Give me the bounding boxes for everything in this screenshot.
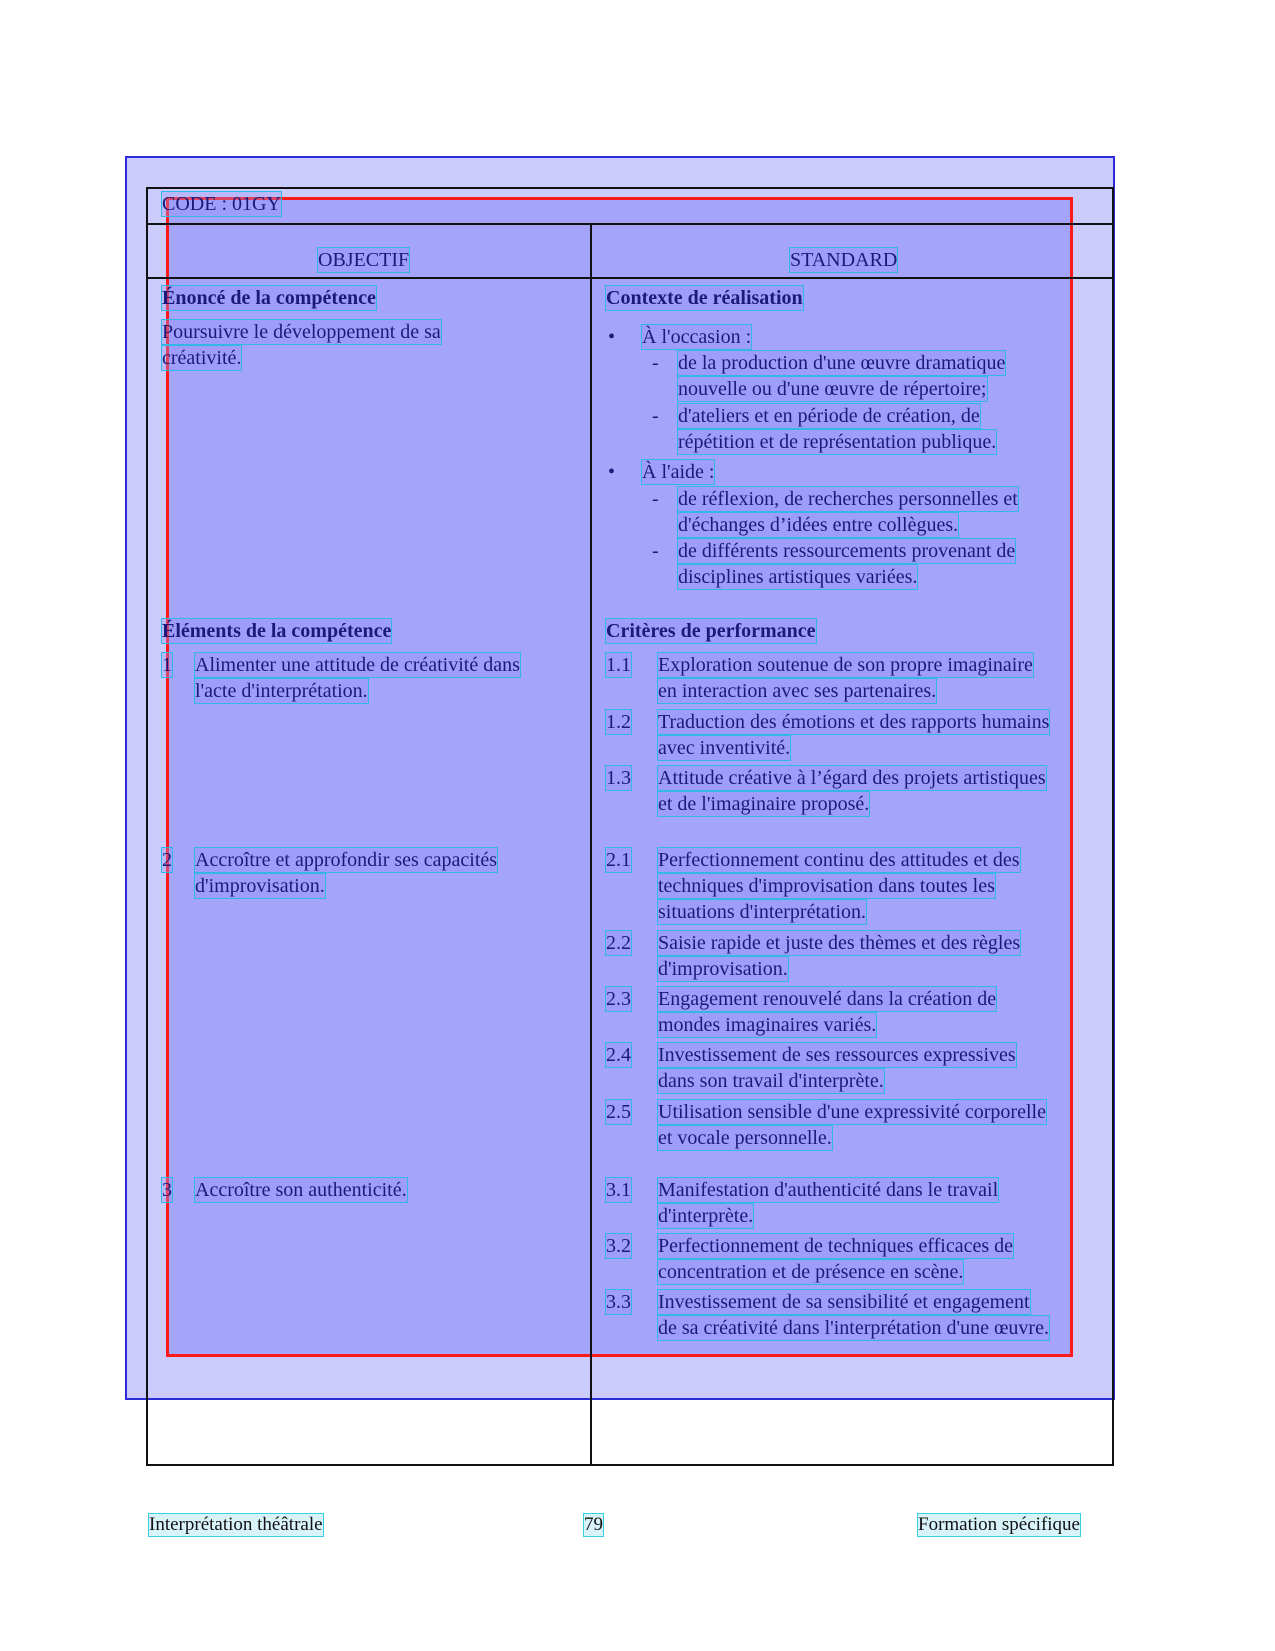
criterion-number: 2.3 xyxy=(606,988,631,1010)
enonce-text-line: créativité. xyxy=(162,347,242,369)
element-number: 3 xyxy=(162,1179,172,1201)
criterion-text-line: Traduction des émotions et des rapports humains xyxy=(658,711,1050,733)
criterion-text-line: situations d'interprétation. xyxy=(658,901,867,923)
criterion-text-line: Utilisation sensible d'une expressivité corporelle xyxy=(658,1101,1046,1123)
criterion-text-line: et vocale personnelle. xyxy=(658,1127,832,1149)
table-top-border xyxy=(146,187,1114,189)
element-number: 1 xyxy=(162,654,172,676)
context-heading: Contexte de réalisation xyxy=(606,287,803,309)
criterion-text-line: et de l'imaginaire proposé. xyxy=(658,793,870,815)
criterion-number: 1.2 xyxy=(606,711,631,733)
footer-program-title: Interprétation théâtrale xyxy=(149,1514,323,1535)
criterion-text-line: Engagement renouvelé dans la création de xyxy=(658,988,997,1010)
context-sub-line: de réflexion, de recherches personnelles et xyxy=(678,488,1018,510)
table-bottom-border xyxy=(146,1464,1114,1466)
criterion-text-line: techniques d'improvisation dans toutes les xyxy=(658,875,995,897)
context-sub-line: de différents ressourcements provenant de xyxy=(678,540,1016,562)
context-sub-line: nouvelle ou d'une œuvre de répertoire; xyxy=(678,378,987,400)
footer-page-number: 79 xyxy=(584,1514,603,1535)
criterion-number: 2.4 xyxy=(606,1044,631,1066)
element-text-line: Accroître son authenticité. xyxy=(195,1179,407,1201)
code-row-border xyxy=(146,223,1114,225)
criterion-text-line: Attitude créative à l’égard des projets artistiques xyxy=(658,767,1046,789)
table-right-border xyxy=(1112,187,1114,1466)
criterion-text-line: concentration et de présence en scène. xyxy=(658,1261,964,1283)
context-sub-line: répétition et de représentation publique. xyxy=(678,431,997,453)
context-sub-line: d'échanges d’idées entre collègues. xyxy=(678,514,959,536)
criterion-text-line: Perfectionnement continu des attitudes et des xyxy=(658,849,1020,871)
criterion-text-line: mondes imaginaires variés. xyxy=(658,1014,877,1036)
context-label: À l'occasion : xyxy=(642,326,752,348)
context-sub-line: disciplines artistiques variées. xyxy=(678,566,918,588)
dash-icon: - xyxy=(652,352,659,374)
criterion-text-line: Investissement de ses ressources expressives xyxy=(658,1044,1016,1066)
enonce-heading: Énoncé de la compétence xyxy=(162,287,376,309)
criterion-text-line: d'improvisation. xyxy=(658,958,788,980)
element-text-line: d'improvisation. xyxy=(195,875,325,897)
footer-section-title: Formation spécifique xyxy=(918,1514,1080,1535)
enonce-text-line: Poursuivre le développement de sa xyxy=(162,321,441,343)
criterion-text-line: en interaction avec ses partenaires. xyxy=(658,680,937,702)
criterion-text-line: Exploration soutenue de son propre imaginaire xyxy=(658,654,1033,676)
criterion-text-line: Perfectionnement de techniques efficaces de xyxy=(658,1235,1014,1257)
context-label: À l'aide : xyxy=(642,461,715,483)
criterion-text-line: dans son travail d'interprète. xyxy=(658,1070,884,1092)
objective-header: OBJECTIF xyxy=(318,249,410,271)
element-text-line: l'acte d'interprétation. xyxy=(195,680,368,702)
criterion-number: 3.3 xyxy=(606,1291,631,1313)
criterion-number: 2.5 xyxy=(606,1101,631,1123)
bullet-icon: • xyxy=(608,461,616,483)
elements-heading: Éléments de la compétence xyxy=(162,620,392,642)
element-text-line: Alimenter une attitude de créativité dans xyxy=(195,654,520,676)
criterion-text-line: d'interprète. xyxy=(658,1205,754,1227)
criterion-text-line: Investissement de sa sensibilité et engagement xyxy=(658,1291,1030,1313)
dash-icon: - xyxy=(652,488,659,510)
header-row-border xyxy=(146,277,1114,279)
criteria-heading: Critères de performance xyxy=(606,620,816,642)
criterion-text-line: avec inventivité. xyxy=(658,737,791,759)
column-divider xyxy=(590,224,592,1466)
criterion-text-line: Saisie rapide et juste des thèmes et des règles xyxy=(658,932,1021,954)
element-text-line: Accroître et approfondir ses capacités xyxy=(195,849,498,871)
dash-icon: - xyxy=(652,540,659,562)
criterion-number: 2.1 xyxy=(606,849,631,871)
context-sub-line: de la production d'une œuvre dramatique xyxy=(678,352,1006,374)
table-left-border xyxy=(146,187,148,1466)
criterion-number: 1.1 xyxy=(606,654,631,676)
criterion-number: 3.1 xyxy=(606,1179,631,1201)
criterion-text-line: de sa créativité dans l'interprétation d'une œuvre. xyxy=(658,1317,1049,1339)
competency-code: CODE : 01GY xyxy=(162,193,281,215)
standard-header: STANDARD xyxy=(790,249,898,271)
criterion-number: 1.3 xyxy=(606,767,631,789)
element-number: 2 xyxy=(162,849,172,871)
criterion-text-line: Manifestation d'authenticité dans le travail xyxy=(658,1179,999,1201)
criterion-number: 2.2 xyxy=(606,932,631,954)
criterion-number: 3.2 xyxy=(606,1235,631,1257)
bullet-icon: • xyxy=(608,326,616,348)
dash-icon: - xyxy=(652,405,659,427)
context-sub-line: d'ateliers et en période de création, de xyxy=(678,405,980,427)
